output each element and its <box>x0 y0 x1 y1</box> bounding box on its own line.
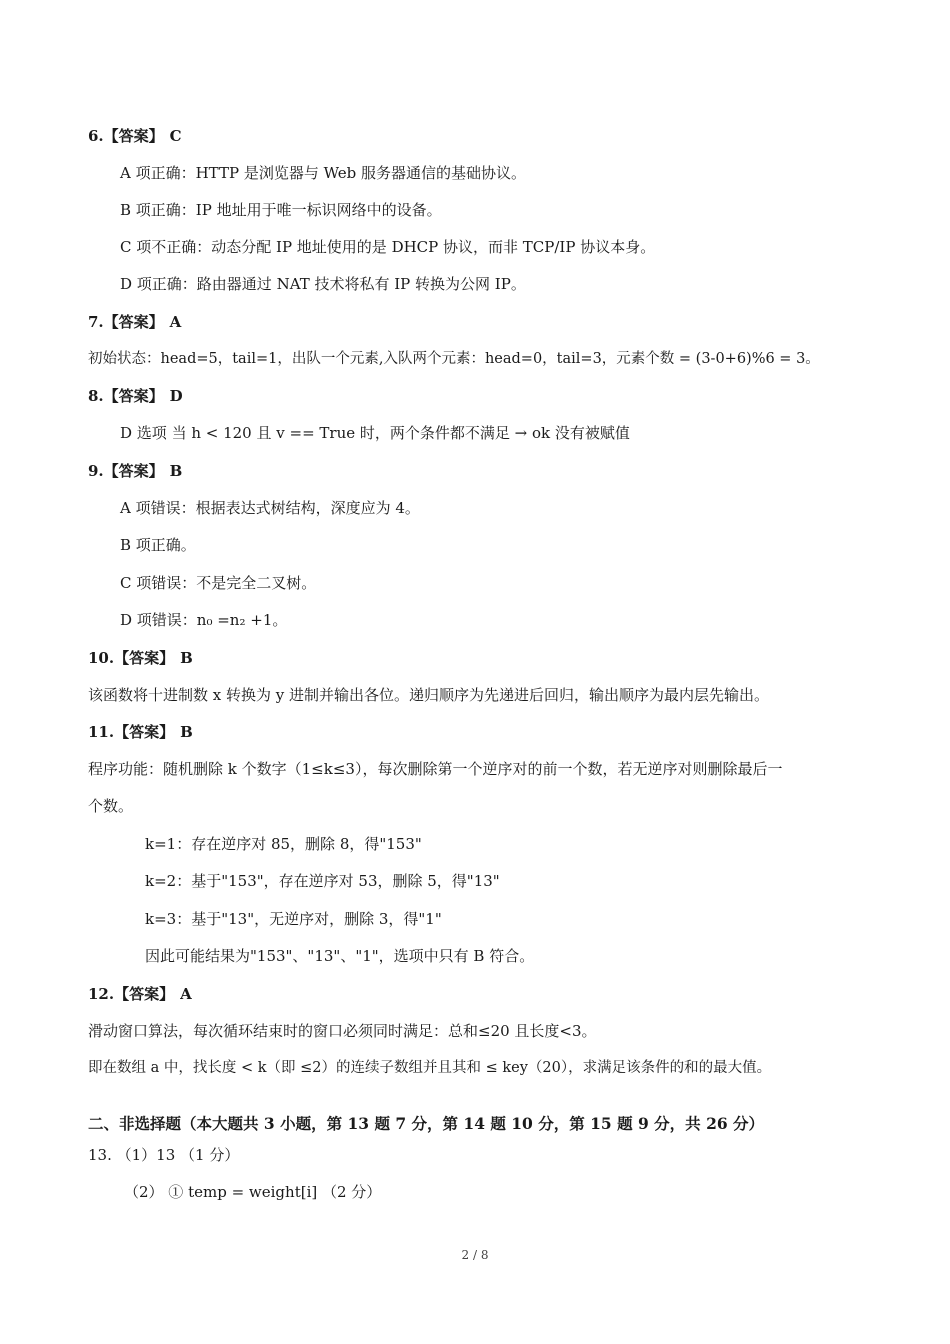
q6-label: 6.【答案】 <box>88 127 164 145</box>
q7-label: 7.【答案】 <box>88 313 164 331</box>
q11-heading <box>88 722 193 742</box>
q11-case-k3: k=3：基于"13"，无逆序对，删除 3，得"1" <box>145 910 442 928</box>
q11-case-k2: k=2：基于"153"，存在逆序对 53，删除 5，得"13" <box>145 872 500 890</box>
q9-option-a: A 项错误：根据表达式树结构，深度应为 4。 <box>120 499 420 517</box>
q8-answer: D <box>169 387 183 405</box>
q6-heading <box>88 126 182 146</box>
q10-heading <box>88 648 193 668</box>
section-2-title: 二、非选择题（本大题共 3 小题，第 13 题 7 分，第 14 题 10 分，第 15 题 9 分，共 26 分） <box>88 1114 765 1133</box>
q6-option-b: B 项正确：IP 地址用于唯一标识网络中的设备。 <box>120 201 442 219</box>
q9-option-d: D 项错误：n₀ =n₂ +1。 <box>120 611 288 629</box>
q11-label: 11.【答案】 <box>88 723 175 741</box>
q10-explanation: 该函数将十进制数 x 转换为 y 进制并输出各位。递归顺序为先递进后回归，输出顺序为最内层先输出。 <box>88 686 770 704</box>
q12-explanation-line2: 即在数组 a 中，找长度 < k（即 ≤2）的连续子数组并且其和 ≤ key（20），求满足该条件的和的最大值。 <box>88 1060 772 1076</box>
q9-heading <box>88 461 182 481</box>
q13-part2: （2） ① temp = weight[i] （2 分） <box>124 1183 382 1201</box>
q9-option-c: C 项错误：不是完全二叉树。 <box>120 574 317 592</box>
q12-label: 12.【答案】 <box>88 985 175 1003</box>
q7-heading <box>88 312 181 332</box>
q9-label: 9.【答案】 <box>88 462 164 480</box>
q12-answer: A <box>180 985 192 1003</box>
q9-option-b: B 项正确。 <box>120 536 196 554</box>
q12-explanation-line1: 滑动窗口算法，每次循环结束时的窗口必须同时满足：总和≤20 且长度<3。 <box>88 1022 597 1040</box>
q6-option-a: A 项正确：HTTP 是浏览器与 Web 服务器通信的基础协议。 <box>120 164 527 182</box>
q11-explanation-line2: 个数。 <box>88 797 134 815</box>
q11-case-k1: k=1：存在逆序对 85，删除 8，得"153" <box>145 835 422 853</box>
q10-label: 10.【答案】 <box>88 649 175 667</box>
q8-explanation: D 选项 当 h < 120 且 v == True 时，两个条件都不满足 → ok 没有被赋值 <box>120 424 630 442</box>
q8-heading <box>88 386 183 406</box>
q13-part1: 13. （1）13 （1 分） <box>88 1146 240 1164</box>
q12-heading <box>88 984 192 1004</box>
q11-explanation-line1: 程序功能：随机删除 k 个数字（1≤k≤3），每次删除第一个逆序对的前一个数，若无逆序对则删除最后一 <box>88 760 783 778</box>
q8-label: 8.【答案】 <box>88 387 164 405</box>
q7-answer: A <box>169 313 182 331</box>
q11-conclusion: 因此可能结果为"153"、"13"、"1"，选项中只有 B 符合。 <box>145 947 535 965</box>
q10-answer: B <box>180 649 193 667</box>
q7-explanation: 初始状态：head=5，tail=1，出队一个元素,入队两个元素：head=0，tail=3，元素个数 = (3-0+6)%6 = 3。 <box>88 351 820 367</box>
q6-option-d: D 项正确：路由器通过 NAT 技术将私有 IP 转换为公网 IP。 <box>120 275 526 293</box>
q6-option-c: C 项不正确：动态分配 IP 地址使用的是 DHCP 协议，而非 TCP/IP 协议本身。 <box>120 238 656 256</box>
q6-answer: C <box>169 127 182 145</box>
q9-answer: B <box>169 462 183 480</box>
page-number: 2 / 8 <box>461 1248 489 1262</box>
q11-answer: B <box>180 723 193 741</box>
